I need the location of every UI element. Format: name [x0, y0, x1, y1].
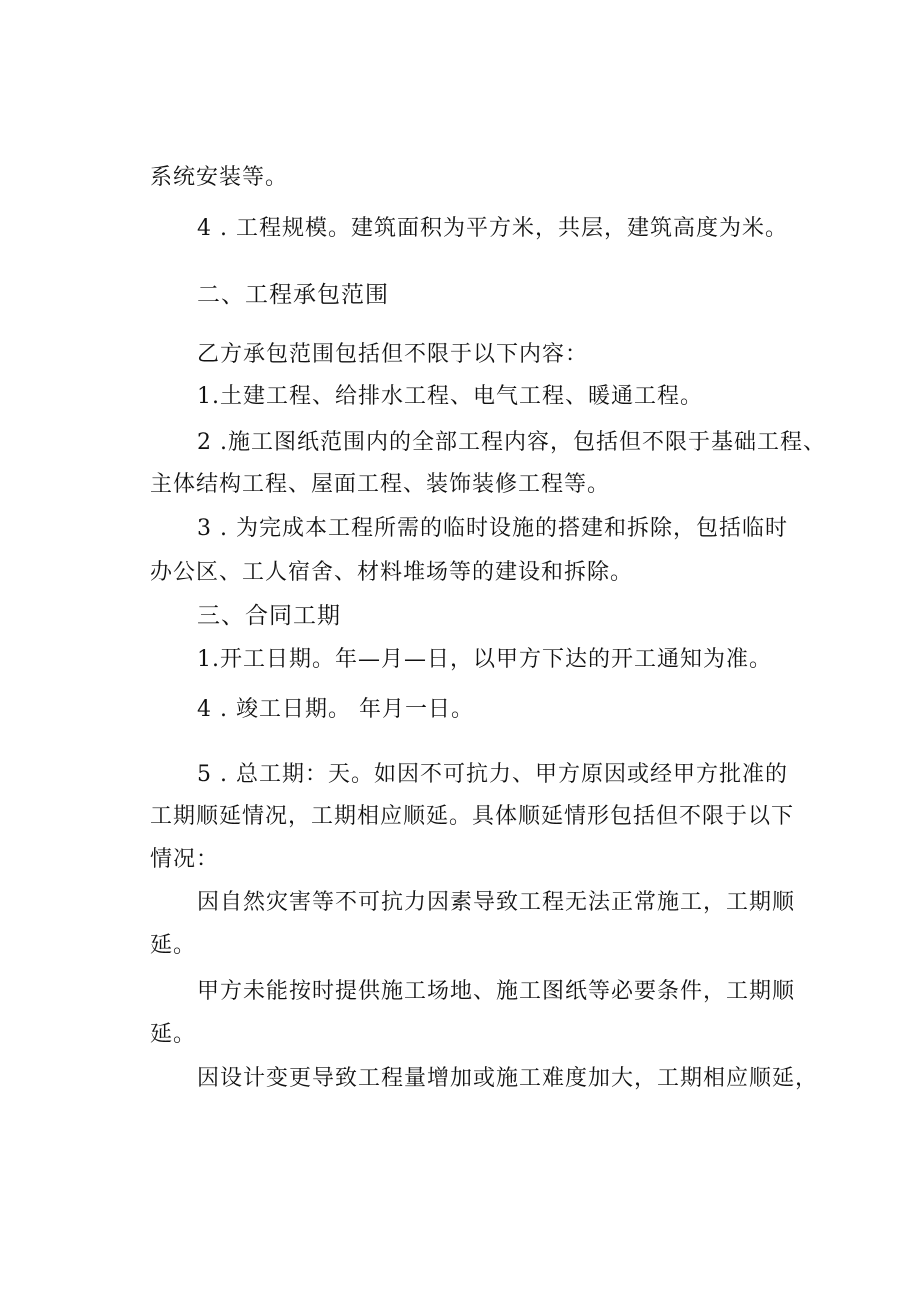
paragraph-line: 因设计变更导致工程量增加或施工难度加大，工期相应顺延，: [197, 1066, 819, 1091]
paragraph-line: 1.开工日期。年—月—日，以甲方下达的开工通知为准。: [197, 647, 772, 672]
paragraph-line: 工期顺延情况，工期相应顺延。具体顺延情形包括但不限于以下: [150, 804, 795, 829]
paragraph-line: 4 . 竣工日期。 年月一日。: [197, 697, 474, 722]
paragraph-line: 延。: [150, 933, 197, 958]
paragraph-line: 办公区、工人宿舍、材料堆场等的建设和拆除。: [150, 560, 634, 585]
paragraph-line: 延。: [150, 1022, 197, 1047]
section-heading: 三、合同工期: [197, 603, 341, 629]
section-heading: 二、工程承包范围: [197, 282, 389, 308]
paragraph-line: 甲方未能按时提供施工场地、施工图纸等必要条件，工期顺: [197, 979, 796, 1004]
paragraph-line: 1.土建工程、给排水工程、电气工程、暖通工程。: [197, 384, 703, 409]
paragraph-line: 2 .施工图纸范围内的全部工程内容，包括但不限于基础工程、: [197, 430, 826, 455]
paragraph-line: 系统安装等。: [150, 165, 289, 190]
paragraph-line: 4 . 工程规模。建筑面积为平方米，共层，建筑高度为米。: [197, 216, 788, 241]
paragraph-line: 情况：: [150, 847, 220, 872]
paragraph-line: 3 . 为完成本工程所需的临时设施的搭建和拆除，包括临时: [197, 516, 788, 541]
paragraph-line: 因自然灾害等不可抗力因素导致工程无法正常施工，工期顺: [197, 890, 796, 915]
paragraph-line: 乙方承包范围包括但不限于以下内容：: [197, 342, 589, 367]
paragraph-line: 主体结构工程、屋面工程、装饰装修工程等。: [150, 472, 611, 497]
paragraph-line: 5 . 总工期：天。如因不可抗力、甲方原因或经甲方批准的: [197, 762, 788, 787]
